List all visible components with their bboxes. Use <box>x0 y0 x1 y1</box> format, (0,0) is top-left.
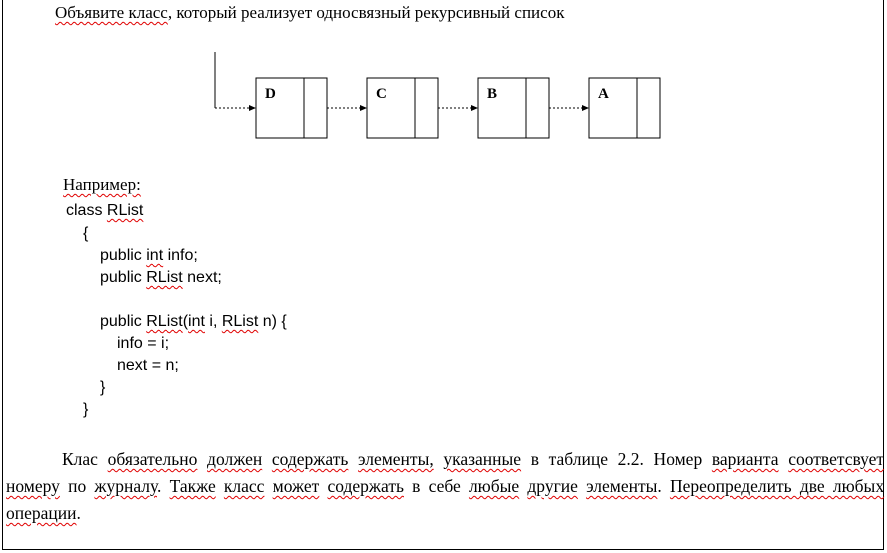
node-label: B <box>487 86 498 102</box>
list-node-a <box>589 78 660 138</box>
arrowhead <box>249 105 256 111</box>
list-node-c <box>367 78 438 138</box>
code-line-7: next = n; <box>117 357 179 374</box>
code-line-4: public RList next; <box>100 269 222 286</box>
list-node-d <box>256 78 327 138</box>
node-label: D <box>265 86 276 102</box>
code-line-9: } <box>83 401 89 418</box>
code-line-6: info = i; <box>117 335 170 352</box>
arrowhead <box>582 105 589 111</box>
code-line-8: } <box>100 379 106 396</box>
arrowhead <box>471 105 478 111</box>
body-paragraph: Клас обязательно должен содержать элементы, указанные в таблице 2.2. Номер варианта соответсвует номеру по журналу. Также класс может содержать в себе любые другие элементы. Переопределить две любых операции. <box>6 449 885 523</box>
node-label: C <box>376 86 387 102</box>
code-line-5: public RList(int i, RList n) { <box>100 313 287 330</box>
heading-word-1: Объявите класс <box>55 3 168 22</box>
code-line-3: public int info; <box>100 247 198 264</box>
code-line-2: { <box>83 225 89 242</box>
list-node-b <box>478 78 549 138</box>
arrowhead <box>360 105 367 111</box>
heading-rest: , который реализует односвязный рекурсивный список <box>167 3 565 22</box>
node-label: A <box>598 86 609 102</box>
code-line-1: class RList <box>66 202 144 219</box>
example-label: Например: <box>63 175 141 194</box>
